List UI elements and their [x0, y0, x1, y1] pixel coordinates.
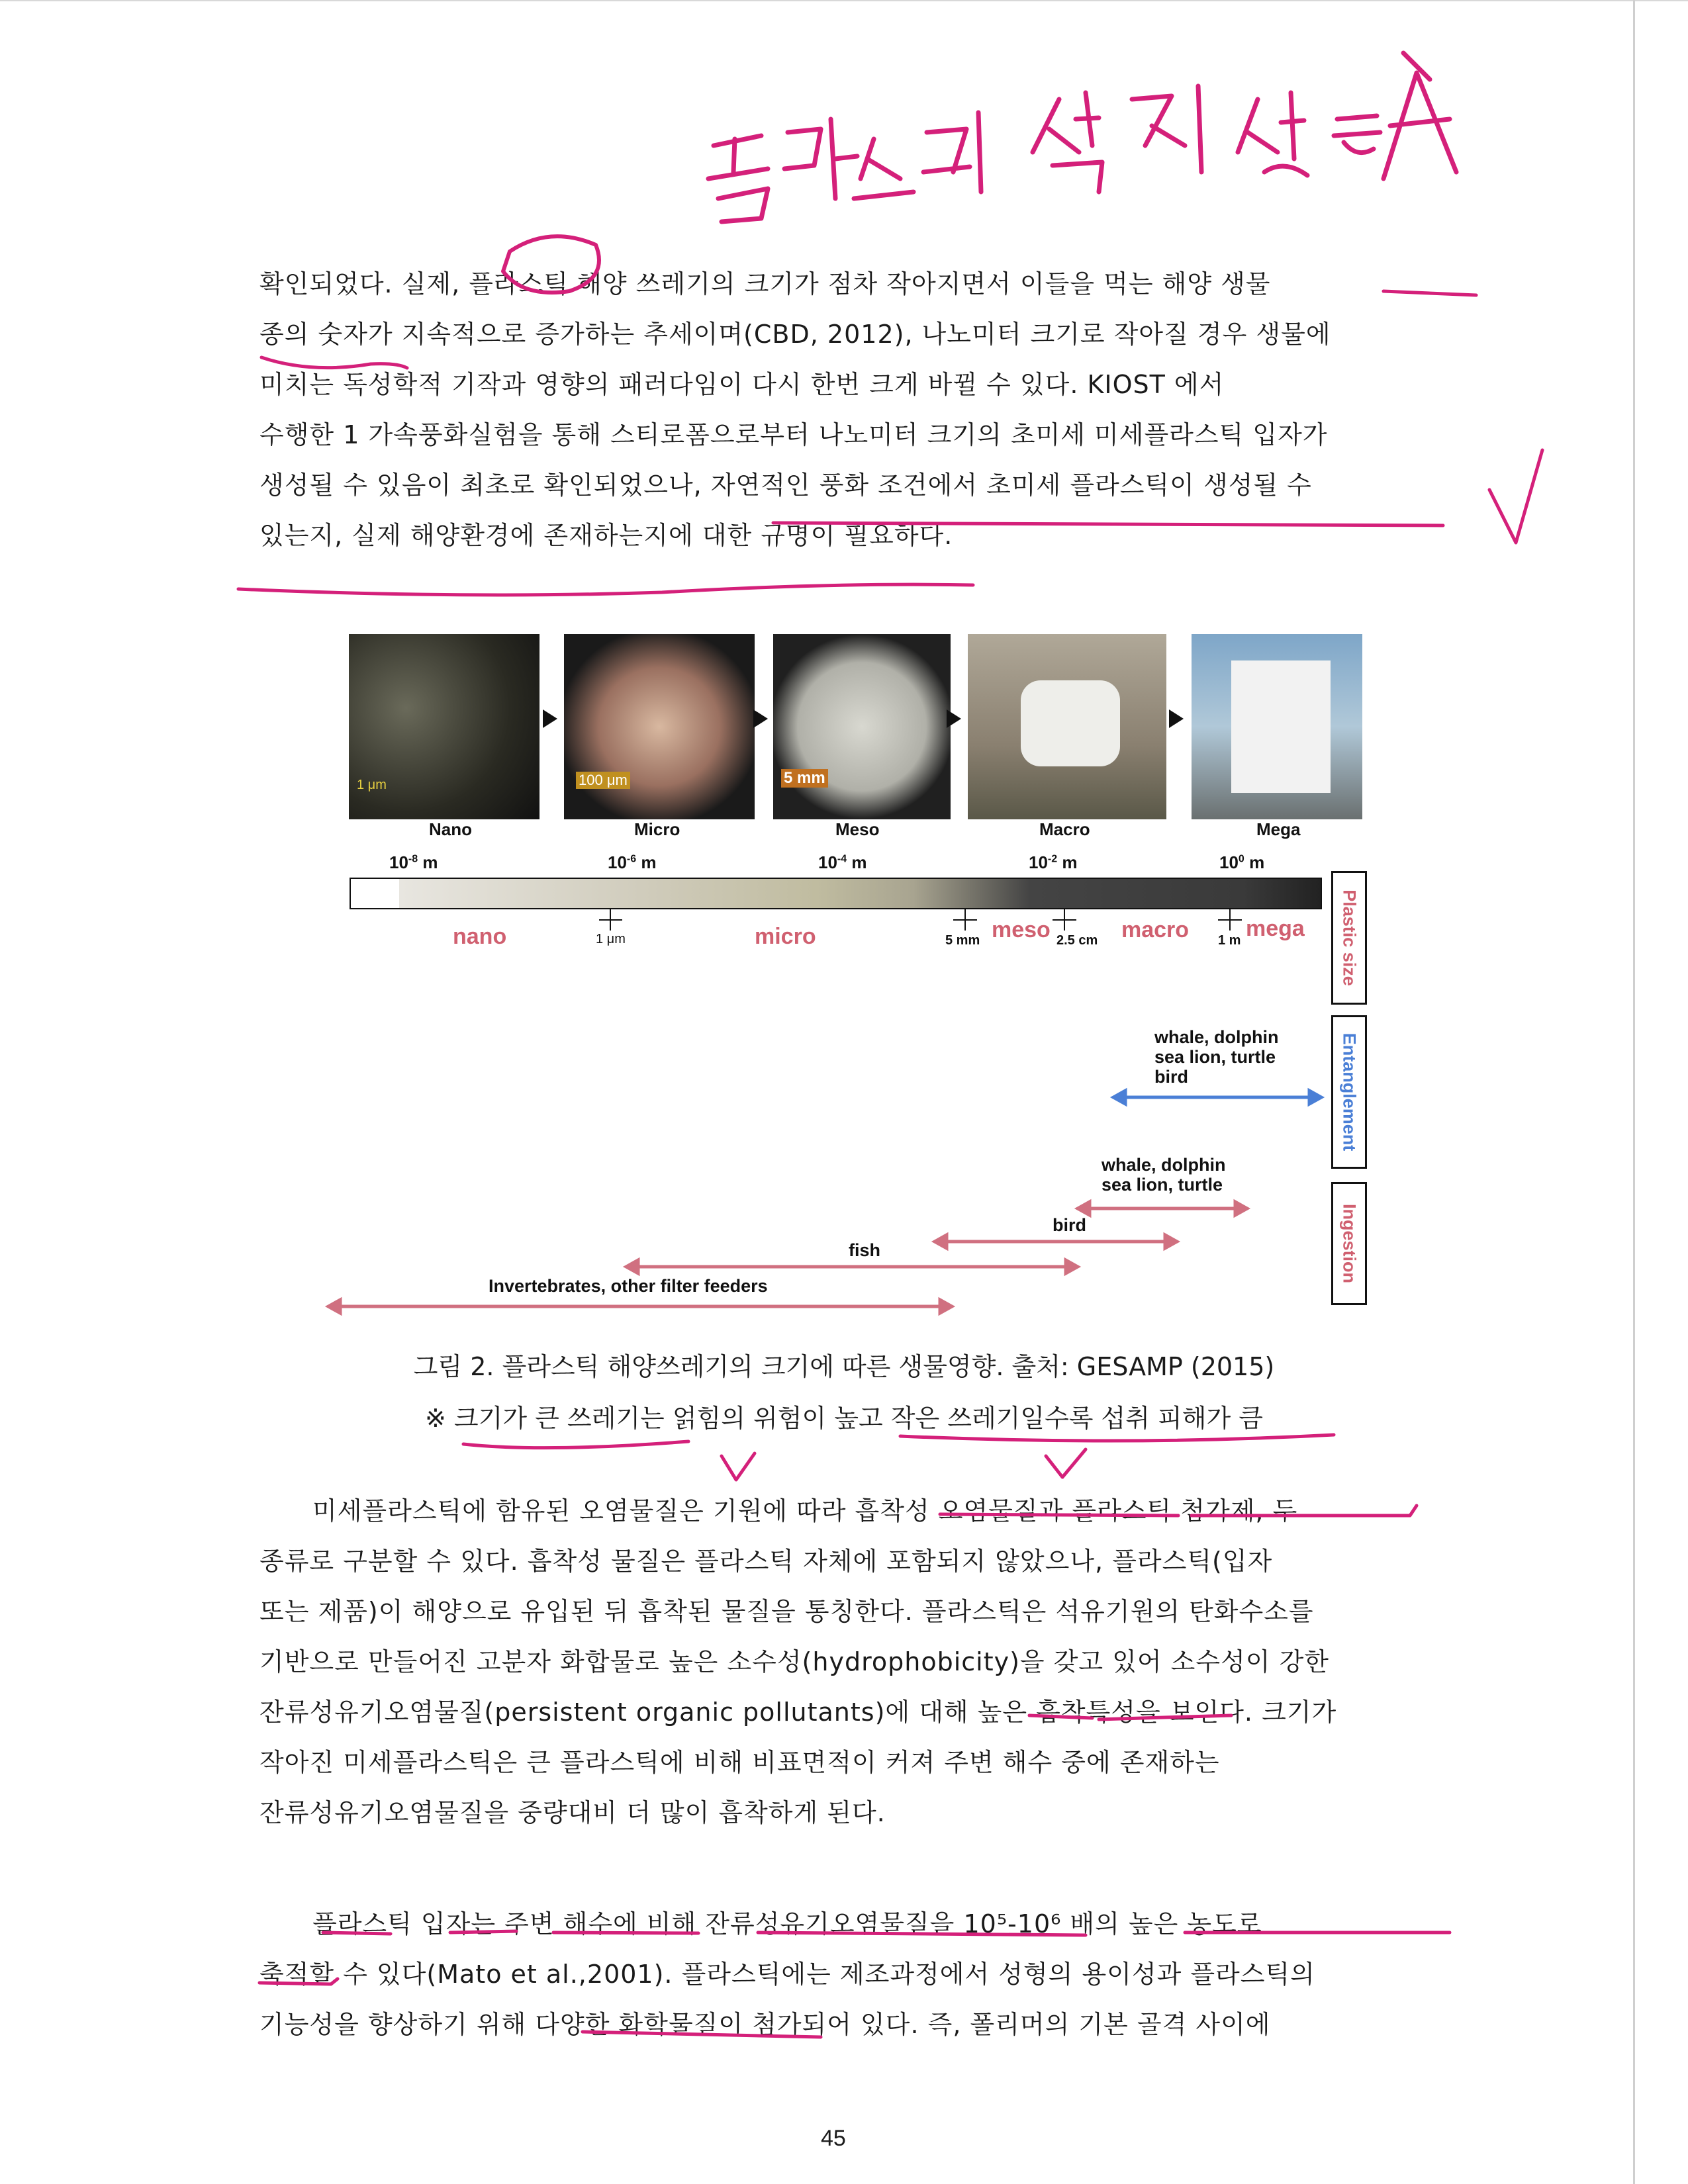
- macro-photo: [968, 634, 1166, 819]
- styrofoam-block: [1021, 680, 1120, 766]
- size-class-mega: mega: [1246, 916, 1305, 941]
- scalebar-label: 5 mm: [781, 769, 828, 788]
- side-box-plastic-size: [1331, 871, 1367, 1005]
- ingestion-label-bird: bird: [1053, 1215, 1086, 1235]
- scalebar-label: 1 μm: [357, 778, 387, 792]
- ingestion-arrows: [328, 1202, 1247, 1313]
- paragraph-line: 생성될 수 있음이 최초로 확인되었으나, 자연적인 풍화 조건에서 초미세 플라스틱이 생성될 수: [259, 471, 1312, 500]
- side-box-ingestion: [1331, 1182, 1367, 1305]
- page-number: 45: [821, 2126, 846, 2151]
- paragraph-line: 수행한 1 가속풍화실험을 통해 스티로폼으로부터 나노미터 크기의 초미세 미세플라스틱 입자가: [259, 420, 1328, 449]
- paragraph-line: 종의 숫자가 지속적으로 증가하는 추세이며(CBD, 2012), 나노미터 크기로 작아질 경우 생물에: [259, 320, 1331, 349]
- paragraph-1: [259, 263, 1444, 608]
- meso-photo: [773, 634, 951, 819]
- styrofoam-block: [1231, 660, 1331, 793]
- paragraph-line: 미세플라스틱에 함유된 오염물질은 기원에 따라 흡착성 오염물질과 플라스틱 첨가제, 두: [312, 1496, 1298, 1525]
- label-line: sea lion, turtle: [1102, 1175, 1223, 1195]
- label-line: whale, dolphin: [1154, 1027, 1279, 1047]
- boundary-1m: 1 m: [1218, 933, 1241, 948]
- entanglement-label: [1154, 1027, 1279, 1087]
- boundary-1um: 1 μm: [596, 932, 626, 946]
- scale-exponent-nano: $10^{-8}$ m: [389, 852, 438, 872]
- size-gradient-bar: [350, 878, 1322, 909]
- boundary-5mm: 5 mm: [945, 933, 980, 948]
- side-label: Ingestion: [1339, 1204, 1360, 1283]
- paragraph-line: 기능성을 향상하기 위해 다양한 화학물질이 첨가되어 있다. 즉, 폴리머의 기본 골격 사이에: [259, 2010, 1271, 2039]
- scalebar-label: 100 μm: [576, 772, 630, 789]
- stage-arrow: [543, 709, 557, 728]
- boundary-2-5cm: 2.5 cm: [1056, 933, 1098, 948]
- paragraph-line: 잔류성유기오염물질을 중량대비 더 많이 흡착하게 된다.: [259, 1798, 886, 1827]
- paragraph-line: 확인되었다. 실제, 플라스틱 해양 쓰레기의 크기가 점차 작아지면서 이들을 먹는 해양 생물: [259, 269, 1271, 298]
- scale-exponent-mega: $10^0$ m: [1219, 852, 1265, 872]
- side-box-entanglement: [1331, 1015, 1367, 1169]
- paragraph-line: 작아진 미세플라스틱은 큰 플라스틱에 비해 비표면적이 커져 주변 해수 중에 존재하는: [259, 1748, 1220, 1777]
- size-class-macro: macro: [1121, 917, 1190, 942]
- paragraph-line: 또는 제품)이 해양으로 유입된 뒤 흡착된 물질을 통칭한다. 플라스틱은 석유기원의 탄화수소를: [259, 1597, 1314, 1626]
- paragraph-line: 잔류성유기오염물질(persistent organic pollutants)에 대해 높은 흡착특성을 보인다. 크기가: [259, 1698, 1337, 1727]
- label-line: bird: [1154, 1067, 1188, 1087]
- figure-caption: 그림 2. 플라스틱 해양쓰레기의 크기에 따른 생물영향. 출처: GESAMP (2015): [413, 1352, 1275, 1381]
- size-class-nano: nano: [453, 924, 507, 949]
- paragraph-3: [259, 1903, 1444, 2062]
- paragraph-line: 기반으로 만들어진 고분자 화합물로 높은 소수성(hydrophobicity)을 갖고 있어 소수성이 강한: [259, 1647, 1330, 1676]
- paragraph-2: [259, 1490, 1444, 1848]
- mega-photo: [1192, 634, 1362, 819]
- size-class-micro: micro: [755, 924, 816, 949]
- side-label: Plastic size: [1339, 889, 1360, 986]
- stage-arrow: [947, 709, 961, 728]
- paragraph-line: 축적할 수 있다(Mato et al.,2001). 플라스틱에는 제조과정에서 성형의 용이성과 플라스틱의: [259, 1960, 1315, 1989]
- label-line: sea lion, turtle: [1154, 1047, 1276, 1067]
- scan-page-edge: [1633, 0, 1635, 2184]
- paragraph-line: 종류로 구분할 수 있다. 흡착성 물질은 플라스틱 자체에 포함되지 않았으나, 플라스틱(입자: [259, 1547, 1273, 1576]
- stage-arrow: [1169, 709, 1184, 728]
- figure-note: ※ 크기가 큰 쓰레기는 얽힘의 위험이 높고 작은 쓰레기일수록 섭취 피해가 큼: [425, 1404, 1263, 1433]
- stage-label-nano: Nano: [429, 819, 472, 839]
- ingestion-label-fish: fish: [849, 1240, 881, 1260]
- stage-arrow: [753, 709, 768, 728]
- size-class-meso: meso: [992, 917, 1051, 942]
- ingestion-label-mammals: [1102, 1155, 1226, 1195]
- scale-exponent-micro: $10^{-6}$ m: [608, 852, 657, 872]
- entanglement-arrow: [1113, 1091, 1321, 1104]
- paragraph-line: 플라스틱 입자는 주변 해수에 비해 잔류성유기오염물질을 10⁵-10⁶ 배의 높은 농도로: [312, 1909, 1262, 1938]
- nano-photo: [349, 634, 539, 819]
- stage-label-macro: Macro: [1039, 819, 1090, 839]
- label-line: whale, dolphin: [1102, 1155, 1226, 1175]
- side-label: Entanglement: [1339, 1032, 1360, 1152]
- stage-label-meso: Meso: [835, 819, 880, 839]
- micro-photo: [564, 634, 755, 819]
- handwritten-title: [708, 53, 1456, 222]
- stage-label-micro: Micro: [634, 819, 680, 839]
- stage-label-mega: Mega: [1256, 819, 1301, 839]
- scale-exponent-meso: $10^{-4}$ m: [818, 852, 867, 872]
- paragraph-line: 있는지, 실제 해양환경에 존재하는지에 대한 규명이 필요하다.: [259, 521, 953, 550]
- paragraph-line: 미치는 독성학적 기작과 영향의 패러다임이 다시 한번 크게 바뀔 수 있다. KIOST 에서: [259, 370, 1225, 399]
- scale-exponent-macro: $10^{-2}$ m: [1029, 852, 1078, 872]
- scan-top-edge: [0, 0, 1688, 1]
- ingestion-label-invertebrates: Invertebrates, other filter feeders: [489, 1276, 768, 1296]
